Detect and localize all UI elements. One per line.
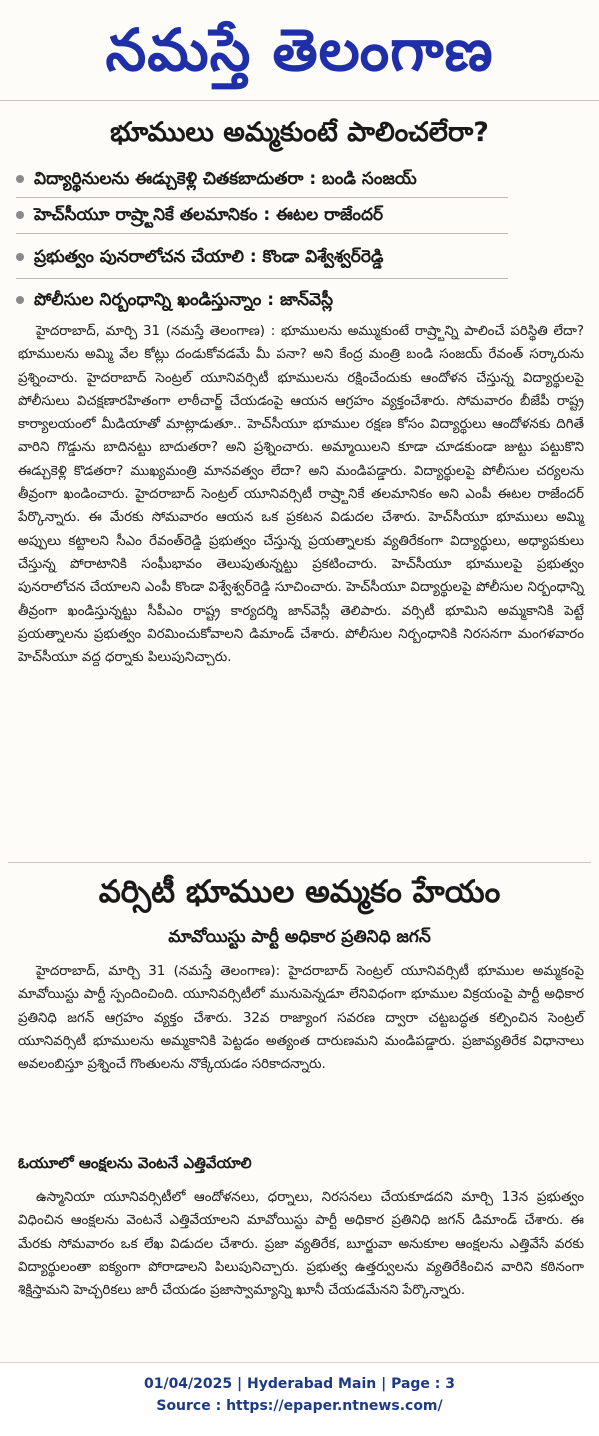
- article1-subhead-2: [16, 200, 536, 230]
- subhead-text: హెచ్‌సీయూ రాష్ర్టానికే తలమానికం : ఈటల రాజేందర్: [34, 205, 384, 225]
- article2-body: హైదరాబాద్, మార్చి 31 (నమస్తే తెలంగాణ): హైదరాబాద్ సెంట్రల్ యూనివర్సిటీ భూముల అమ్మకంపై మావోయిస్టు పార్టీ స్పందించింది. యూనివర్సిటీలో మునుపెన్నడూ లేనివిధంగా భూముల విక్రయంపై పార్టీ అధికార ప్రతినిధి జగన్ ఆగ్రహం వ్యక్తం చేశారు. 32వ రాజ్యాంగ సవరణ ద్వారా చట్టబద్ధత కల్పించిన సెంట్రల్ యూనివర్సిటీ భూములను అమ్మకానికి పెట్టడం అత్యంత దారుణమని మండిపడ్డారు. ప్రజావ్యతిరేక విధానాలు అవలంబిస్తూ ప్రశ్నించే గొంతులను నొక్కేయడం సరికాదన్నారు.: [18, 964, 584, 1073]
- article1-subhead-4: [16, 285, 536, 315]
- article1-subhead-3: [16, 242, 536, 272]
- bullet-icon: [16, 175, 24, 183]
- subhead-divider: [16, 197, 508, 198]
- article2-headline: వర్సిటీ భూముల అమ్మకం హేయం: [98, 874, 501, 910]
- bullet-icon: [16, 296, 24, 304]
- subhead-text: పోలీసుల నిర్బంధాన్ని ఖండిస్తున్నాం : జాన్‌వెస్లీ: [34, 290, 334, 310]
- bullet-icon: [16, 253, 24, 261]
- masthead-divider: [0, 100, 599, 101]
- article-divider: [8, 862, 591, 863]
- subhead-text: విద్యార్థినులను ఈడ్చుకెళ్లి చితకబాదుతరా : బండి సంజయ్: [34, 169, 417, 189]
- subhead-text: ప్రభుత్వం పునరాలోచన చేయాలి : కొండా విశ్వేశ్వర్‌రెడ్డి: [34, 247, 384, 267]
- masthead: [0, 4, 599, 96]
- bullet-icon: [16, 211, 24, 219]
- footer-edition-info: 01/04/2025 | Hyderabad Main | Page : 3: [143, 1376, 456, 1392]
- article2-body-2: ఉస్మానియా యూనివర్సిటీలో ఆందోళనలు, ధర్నాలు, నిరసనలు చేయకూడదని మార్చి 13న ప్రభుత్వం విధించిన ఆంక్షలను వెంటనే ఎత్తివేయాలని మావోయిస్టు పార్టీ అధికార ప్రతినిధి జగన్ డిమాండ్ చేశారు. ఈ మేరకు సోమవారం ఒక లేఖ విడుదల చేశారు. ప్రజా వ్యతిరేక, బూర్జువా అనుకూల ఆంక్షలను ఎత్తివేసే వరకు విద్యార్థులంతా ఐక్యంగా పోరాడాలని పిలుపునిచ్చారు. ప్రభుత్వ ఉత్తర్వులను వ్యతిరేకించిన వారిని కఠినంగా శిక్షిస్తామని హెచ్చరికలు జారీ చేయడం ప్రజాస్వామ్యాన్ని ఖూనీ చేయడమేనని పేర్కొన్నారు.: [18, 1190, 584, 1299]
- article1-subhead-1: [16, 164, 536, 194]
- article1-body: హైదరాబాద్, మార్చి 31 (నమస్తే తెలంగాణ) : భూములను అమ్ముకుంటే రాష్ర్టాన్ని పాలించే పరిస్థితి లేదా? భూములను అమ్మి వేల కోట్లు దండుకోవడమే మీ పనా? అని కేంద్ర మంత్రి బండి సంజయ్ రేవంత్ సర్కారును ప్రశ్నించారు. హైదరాబాద్ సెంట్రల్ యూనివర్సిటీ భూములను రక్షించేందుకు ఆందోళన చేస్తున్న విద్యార్థులపై పోలీసులు విచక్షణారహితంగా లాఠీచార్జ్ చేయడంపై ఆయన ఆగ్రహం వ్యక్తంచేశారు. సోమవారం బీజేపీ రాష్ట్ర కార్యాలయంలో మీడియాతో మాట్లాడుతూ.. హెచ్‌సీయూ భూముల రక్షణ కోసం విద్యార్థులు ఆందోళనకు దిగితే వారిని గొడ్డును బాదినట్టు బాదుతరా? అని ప్రశ్నించారు. అమ్మాయిలని కూడా చూడకుండా జుట్టు పట్టుకొని ఈడ్చుకెళ్లి కొడతరా? ముఖ్యమంత్రి మానవత్వం లేదా? అని మండిపడ్డారు. విద్యార్థులపై పోలీసుల చర్యలను తీవ్రంగా ఖండించారు. హైదరాబాద్ సెంట్రల్ యూనివర్సిటీ రాష్ర్టానికే తలమానికం అని ఎంపీ ఈటల రాజేందర్ పేర్కొన్నారు. ఈ మేరకు సోమవారం ఆయన ఒక ప్రకటన విడుదల చేశారు. హెచ్‌సీయూ భూములు అమ్మి అప్పులు కట్టాలని సీఎం రేవంత్‌రెడ్డి ప్రభుత్వం చేస్తున్న ప్రయత్నాలకు వ్యతిరేకంగా విద్యార్థులు, అధ్యాపకులు చేస్తున్న పోరాటానికి సంఘీభావం తెలుపుతున్నట్టు ప్రకటించారు. హెచ్‌సీయూ భూములపై ప్రభుత్వం పునరాలోచన చేయాలని ఎంపీ కొండా విశ్వేశ్వర్‌రెడ్డి సూచించారు. హెచ్‌సీయూ విద్యార్థులపై పోలీసుల నిర్బంధాన్ని తీవ్రంగా ఖండిస్తున్నట్టు సీపీఎం రాష్ట్ర కార్యదర్శి జాన్‌వెస్లీ తెలిపారు. వర్సిటీ భూమిని అమ్మకానికి పెట్టే ప్రయత్నాలను ప్రభుత్వం విరమించుకోవాలని డిమాండ్ చేశారు. పోలీసుల నిర్బంధానికి నిరసనగా మంగళవారం హెచ్‌సీయూ వద్ద ధర్నాకు పిలుపునిచ్చారు.: [18, 324, 584, 666]
- subhead-divider: [16, 278, 508, 279]
- article1-headline: భూములు అమ్మకుంటే పాలించలేరా?: [110, 117, 489, 148]
- article2-subhead: ఓయూలో ఆంక్షలను వెంటనే ఎత్తివేయాలి: [18, 1154, 252, 1172]
- subhead-divider: [16, 233, 508, 234]
- article2-byline: మావోయిస్టు పార్టీ అధికార ప్రతినిధి జగన్: [168, 927, 431, 947]
- footer-source-link[interactable]: Source : https://epaper.ntnews.com/: [156, 1398, 443, 1414]
- masthead-title: నమస్తే తెలంగాణ: [105, 16, 494, 84]
